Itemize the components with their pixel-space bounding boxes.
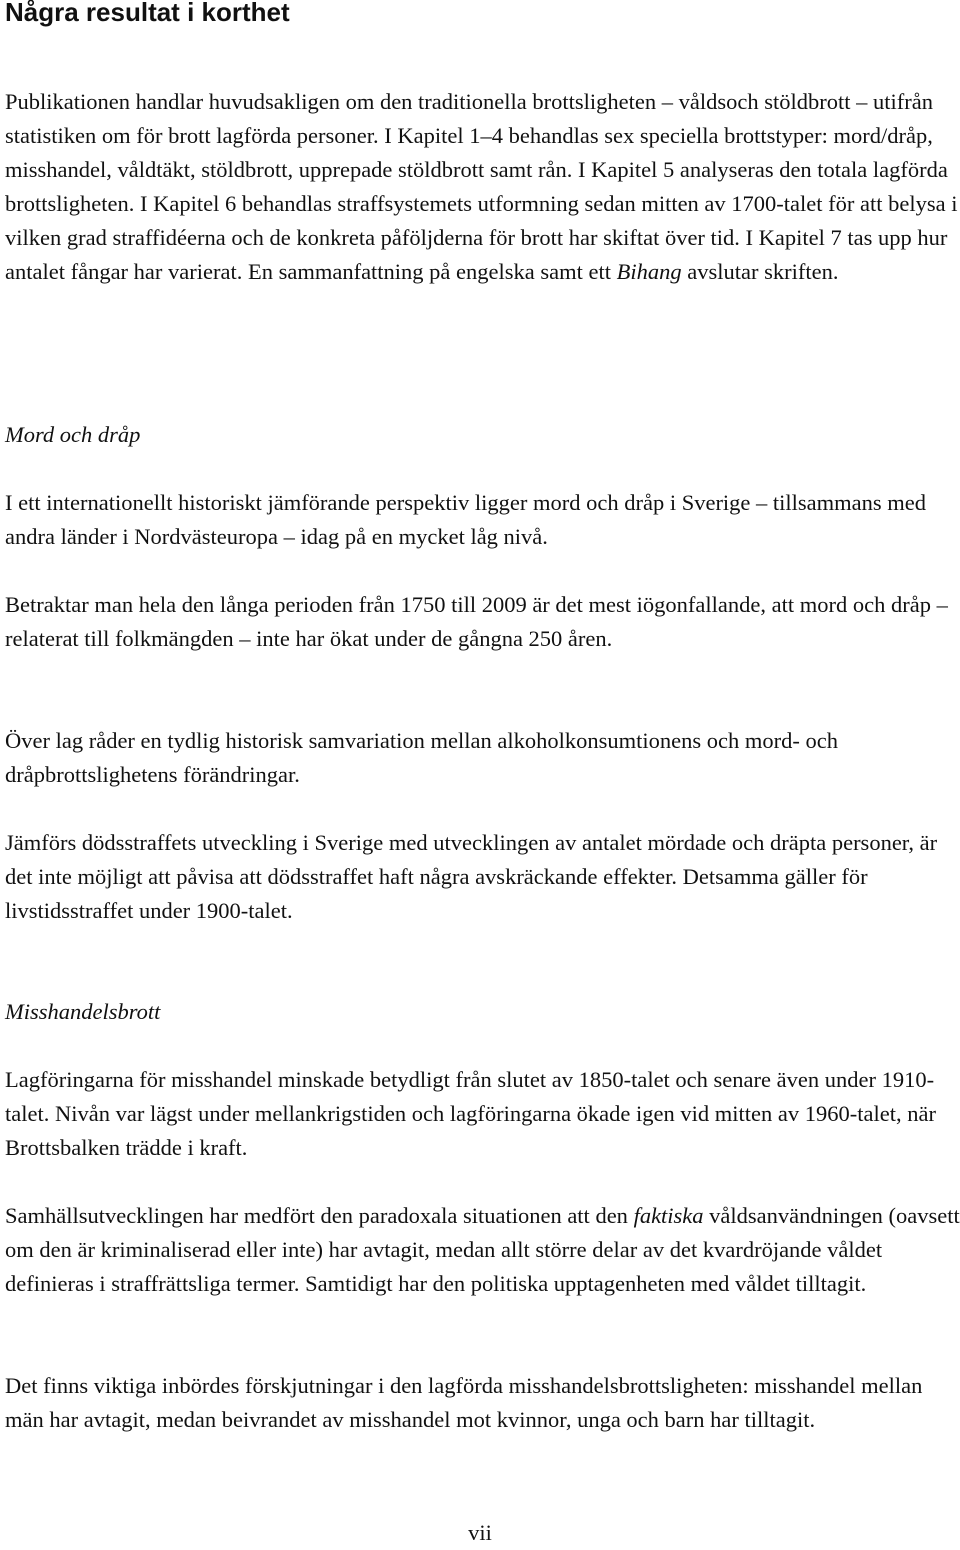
mord-paragraph-4 xyxy=(5,826,960,928)
mord-paragraph-3 xyxy=(5,724,960,792)
intro-text-part2: avslutar skriften. xyxy=(681,259,839,284)
mord-paragraph-2-text: Betraktar man hela den långa perioden från 1750 till 2009 är det mest iögonfallande, att mord och dråp – relaterat till folkmängden – inte har ökat under de gångna 250 åren. xyxy=(5,592,948,651)
mord-paragraph-4-text: Jämförs dödsstraffets utveckling i Sverige med utvecklingen av antalet mördade och dräpta personer, är det inte möjligt att påvisa att dödsstraffet haft några avskräckande effekter. Detsamma gäller för livstidsstraffet under 1900-talet. xyxy=(5,830,938,923)
misshandel-p2-part2: våldsanvändningen (oavsett om den är kriminaliserad eller inte) har avtagit, medan allt större delar av det kvardröjande våldet definieras i straffrättsliga termer. Samtidigt har den politiska upptagenheten med våldet tilltagit. xyxy=(5,1203,960,1296)
section-heading-mord: Mord och dråp xyxy=(5,422,141,447)
intro-italic-term: Bihang xyxy=(616,259,682,284)
intro-paragraph xyxy=(5,85,960,289)
page-title: Några resultat i korthet xyxy=(5,0,290,27)
intro-text-part1: Publikationen handlar huvudsakligen om den traditionella brottsligheten – våldsoch stöldbrott – utifrån statistiken om för brott lagförda personer. I Kapitel 1–4 behandlas sex speciella brottstyper: mord/dråp, misshandel, våldtäkt, stöldbrott, upprepade stöldbrott samt rån. I Kapitel 5 analyseras den totala lagförda brottsligheten. I Kapitel 6 behandlas straffsystemets utformning sedan mitten av 1700-talet för att belysa i vilken grad straffidéerna och de konkreta påföljderna för brott har skiftat över tid. I Kapitel 7 tas upp hur antalet fångar har varierat. En sammanfattning på engelska samt ett xyxy=(5,89,958,284)
mord-paragraph-1-text: I ett internationellt historiskt jämförande perspektiv ligger mord och dråp i Sverige – tillsammans med andra länder i Nordvästeuropa – idag på en mycket låg nivå. xyxy=(5,490,927,549)
misshandel-paragraph-1-text: Lagföringarna för misshandel minskade betydligt från slutet av 1850-talet och senare även under 1910-talet. Nivån var lägst under mellankrigstiden och lagföringarna ökade igen vid mitten av 1960-talet, när Brottsbalken trädde i kraft. xyxy=(5,1067,936,1160)
mord-paragraph-3-text: Över lag råder en tydlig historisk samvariation mellan alkoholkonsumtionens och mord- och dråpbrottslighetens förändringar. xyxy=(5,728,838,787)
misshandel-paragraph-1 xyxy=(5,1063,960,1165)
misshandel-paragraph-2-text xyxy=(5,1199,960,1301)
misshandel-paragraph-3-text: Det finns viktiga inbördes förskjutningar i den lagförda misshandelsbrottsligheten: misshandel mellan män har avtagit, medan beivrandet av misshandel mot kvinnor, unga och barn har tilltagit. xyxy=(5,1373,923,1432)
misshandel-paragraph-2 xyxy=(5,1199,960,1301)
intro-text xyxy=(5,85,960,289)
misshandel-paragraph-3 xyxy=(5,1369,960,1437)
page-number: vii xyxy=(468,1520,492,1545)
mord-paragraph-1 xyxy=(5,486,960,554)
misshandel-p2-part1: Samhällsutvecklingen har medfört den paradoxala situationen att den xyxy=(5,1203,634,1228)
misshandel-p2-italic-term: faktiska xyxy=(633,1203,704,1228)
section-heading-misshandel: Misshandelsbrott xyxy=(5,999,161,1024)
mord-paragraph-2 xyxy=(5,588,960,656)
